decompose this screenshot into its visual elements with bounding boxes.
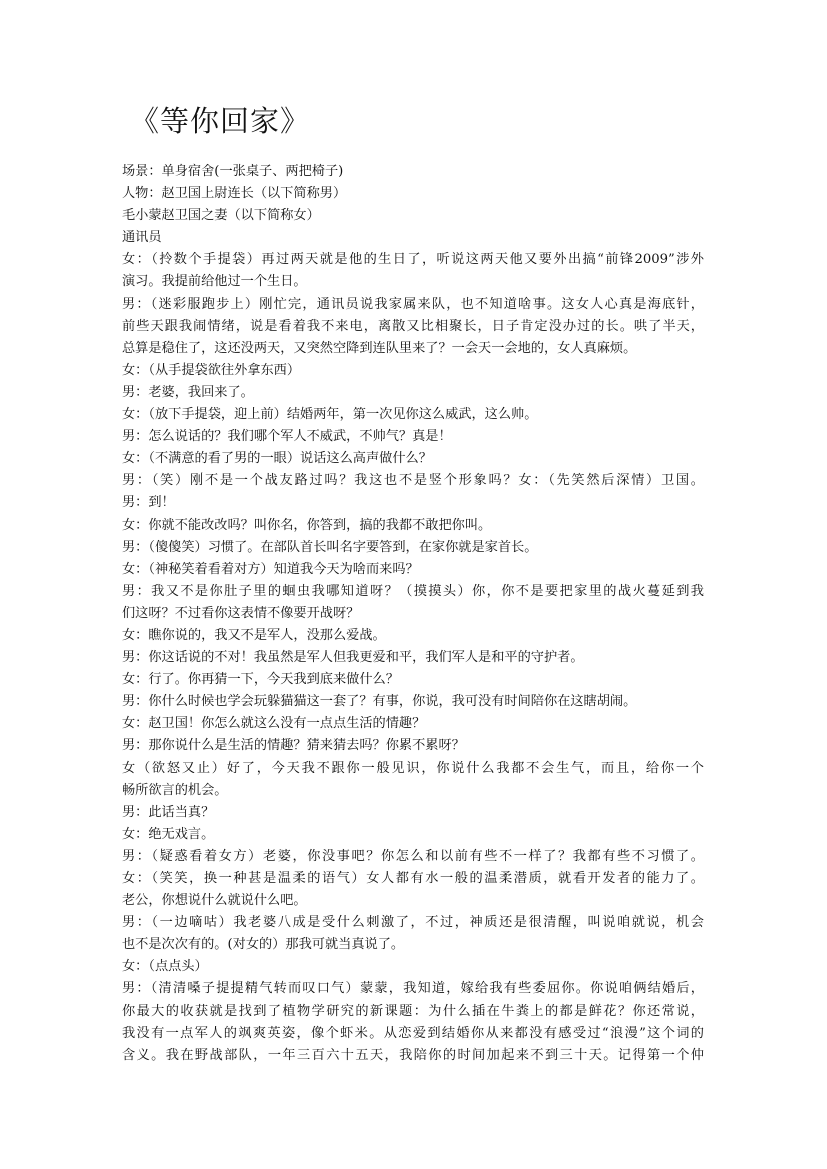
script-line: 男：我又不是你肚子里的蛔虫我哪知道呀？（摸摸头）你，你不是要把家里的战火蔓延到我	[122, 583, 704, 599]
script-line: 我没有一点军人的飒爽英姿，像个虾米。从恋爱到结婚你从来都没有感受过“浪漫”这个词的	[122, 1025, 704, 1041]
script-line: 女：（笑笑，换一种甚是温柔的语气）女人都有水一般的温柔潜质，就看开发者的能力了。	[122, 871, 704, 886]
script-line: 男：那你说什么是生活的情趣？猜来猜去吗？你累不累呀？	[122, 738, 465, 754]
script-line: 男：到！	[122, 495, 175, 511]
script-line: 你最大的收获就是找到了植物学研究的新课题：为什么插在牛粪上的都是鲜花？你还常说，	[122, 1003, 704, 1019]
script-line: 也不是次次有的。(对女的）那我可就当真说了。	[122, 937, 405, 953]
script-line: 女：绝无戏言。	[122, 826, 215, 842]
script-line: 女：赵卫国！你怎么就这么没有一点点生活的情趣？	[122, 716, 426, 732]
script-line: 男：此话当真？	[122, 804, 215, 820]
script-line: 男：（迷彩服跑步上）刚忙完，通讯员说我家属来队，也不知道啥事。这女人心真是海底针，	[122, 296, 704, 312]
script-line: 前些天跟我闹情绪，说是看着我不来电，离散又比相聚长，日子肯定没办过的长。哄了半天，	[122, 318, 704, 334]
script-line: 女：（拎数个手提袋）再过两天就是他的生日了，听说这两天他又要外出搞“前锋2009”涉外	[122, 252, 704, 268]
script-line: 通讯员	[122, 230, 162, 246]
document-title: 《等你回家》	[130, 104, 311, 138]
script-line: 男：（清清嗓子提提精气转而叹口气）蒙蒙，我知道，嫁给我有些委屈你。你说咱俩结婚后，	[122, 981, 704, 997]
script-line: 含义。我在野战部队，一年三百六十五天，我陪你的时间加起来不到三十天。记得第一个仲	[122, 1047, 704, 1063]
script-line: 场景：单身宿舍(一张桌子、两把椅子)	[122, 164, 344, 179]
script-line: 女：瞧你说的，我又不是军人，没那么爱战。	[122, 627, 386, 643]
script-line: 男：（笑）刚不是一个战友路过吗？我这也不是竖个形象吗？女：（先笑然后深情）卫国。	[122, 473, 704, 489]
script-line: 女：你就不能改改吗？叫你名，你答到，搞的我都不敢把你叫。	[122, 517, 492, 533]
script-line: 男：你这话说的不对！我虽然是军人但我更爱和平，我们军人是和平的守护者。	[122, 650, 584, 666]
script-line: 男：怎么说话的？我们哪个军人不威武，不帅气？真是！	[122, 429, 452, 445]
script-line: 女：行了。你再猜一下，今天我到底来做什么？	[122, 672, 399, 688]
script-line: 女（欲怒又止）好了，今天我不跟你一般见识，你说什么我都不会生气，而且，给你一个	[122, 760, 704, 776]
script-line: 演习。我提前给他过一个生日。	[122, 274, 307, 290]
script-line: 女：（从手提袋欲往外拿东西）	[122, 362, 301, 378]
script-line: 女：（点点头）	[122, 959, 208, 975]
script-line: 男：（傻傻笑）习惯了。在部队首长叫名字要答到，在家你就是家首长。	[122, 539, 538, 555]
script-line: 男：（疑惑看着女方）老婆，你没事吧？你怎么和以前有些不一样了？我都有些不习惯了。	[122, 848, 704, 864]
script-line: 女：（不满意的看了男的一眼）说话这么高声做什么？	[122, 451, 432, 467]
script-line: 女：（神秘笑着看着对方）知道我今天为啥而来吗？	[122, 561, 419, 577]
script-line: 人物：赵卫国上尉连长（以下简称男）	[122, 186, 347, 202]
script-line: 们这呀？不过看你这表情不像要开战呀？	[122, 605, 360, 621]
script-line: 老公，你想说什么就说什么吧。	[122, 893, 307, 909]
script-line: 男：你什么时候也学会玩躲猫猫这一套了？有事，你说，我可没有时间陪你在这瞎胡闹。	[122, 694, 637, 710]
script-line: 总算是稳住了，这还没两天，又突然空降到连队里来了？一会天一会地的，女人真麻烦。	[122, 340, 637, 356]
script-line: 女：（放下手提袋，迎上前）结婚两年，第一次见你这么威武，这么帅。	[122, 407, 538, 423]
document-body	[122, 161, 704, 1067]
script-line: 畅所欲言的机会。	[122, 782, 228, 798]
script-line: 男：老婆，我回来了。	[122, 384, 254, 400]
script-line: 毛小蒙赵卫国之妻（以下简称女）	[122, 208, 320, 224]
script-line: 男：（一边嘀咕）我老婆八成是受什么刺激了，不过，神质还是很清醒，叫说咱就说，机会	[122, 915, 704, 931]
